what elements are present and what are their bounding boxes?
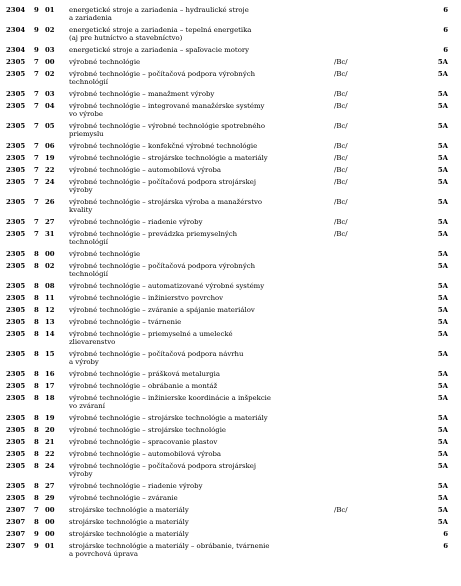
- field-subcode: 00: [45, 506, 55, 514]
- field-grade: 5A: [437, 382, 448, 390]
- field-description-line: výrobné technológie – spracovanie plastov: [69, 438, 218, 446]
- field-subcode: 24: [45, 178, 55, 186]
- field-description-line: energetické stroje a zariadenia – tepelná energetika: [69, 26, 252, 34]
- field-subcode: 04: [45, 102, 55, 110]
- field-level: 8: [34, 414, 39, 422]
- field-level: 7: [34, 198, 39, 206]
- field-level: 9: [34, 26, 39, 34]
- field-description-line: a výroby: [69, 358, 99, 366]
- field-description-line: výrobné technológie – manažment výroby: [69, 90, 215, 98]
- field-level: 9: [34, 530, 39, 538]
- field-description: [69, 394, 331, 410]
- field-code: 2305: [6, 178, 26, 186]
- field-grade: 5A: [437, 306, 448, 314]
- field-code: 2307: [6, 506, 26, 514]
- field-subcode: 17: [45, 382, 55, 390]
- field-grade: 5A: [437, 198, 448, 206]
- field-subcode: 15: [45, 350, 55, 358]
- field-grade: 5A: [437, 438, 448, 446]
- field-description-line: výrobné technológie – počítačová podpora návrhu: [69, 350, 244, 358]
- field-grade: 5A: [437, 462, 448, 470]
- field-level: 7: [34, 166, 39, 174]
- field-level: 7: [34, 154, 39, 162]
- field-description: [69, 518, 331, 526]
- field-level: 7: [34, 142, 39, 150]
- field-description: [69, 26, 331, 42]
- field-grade: 5A: [437, 142, 448, 150]
- field-subcode: 06: [45, 142, 55, 150]
- field-subcode: 02: [45, 262, 55, 270]
- field-subcode: 03: [45, 90, 55, 98]
- field-code: 2305: [6, 58, 26, 66]
- field-description: [69, 154, 331, 162]
- field-code: 2305: [6, 102, 26, 110]
- field-grade: 5A: [437, 90, 448, 98]
- field-description: [69, 58, 331, 66]
- field-description: [69, 230, 331, 246]
- field-code: 2305: [6, 370, 26, 378]
- field-code: 2305: [6, 426, 26, 434]
- field-subcode: 31: [45, 230, 55, 238]
- field-description-line: výrobné technológie: [69, 250, 141, 258]
- field-description-line: výroby: [69, 470, 93, 478]
- field-description: [69, 438, 331, 446]
- field-level: 8: [34, 262, 39, 270]
- field-form: /Bc/: [334, 198, 348, 206]
- field-level: 8: [34, 494, 39, 502]
- field-level: 7: [34, 230, 39, 238]
- field-description: [69, 482, 331, 490]
- field-description: [69, 90, 331, 98]
- field-code: 2305: [6, 166, 26, 174]
- field-grade: 5A: [437, 394, 448, 402]
- field-form: /Bc/: [334, 122, 348, 130]
- field-description-line: výroby: [69, 186, 93, 194]
- field-description: [69, 262, 331, 278]
- field-subcode: 22: [45, 450, 55, 458]
- field-subcode: 00: [45, 58, 55, 66]
- field-code: 2305: [6, 122, 26, 130]
- field-level: 8: [34, 330, 39, 338]
- field-grade: 6: [443, 6, 448, 14]
- field-code: 2307: [6, 542, 26, 550]
- field-description: [69, 350, 331, 366]
- field-form: /Bc/: [334, 142, 348, 150]
- field-code: 2304: [6, 26, 26, 34]
- field-level: 8: [34, 282, 39, 290]
- field-grade: 5A: [437, 102, 448, 110]
- field-form: /Bc/: [334, 70, 348, 78]
- field-grade: 5A: [437, 262, 448, 270]
- field-grade: 5A: [437, 58, 448, 66]
- field-grade: 5A: [437, 154, 448, 162]
- field-description-line: a zariadenia: [69, 14, 112, 22]
- field-description-line: výrobné technológie – tvárnenie: [69, 318, 182, 326]
- field-level: 8: [34, 294, 39, 302]
- field-description-line: výrobné technológie – konfekčné výrobné technológie: [69, 142, 258, 150]
- field-description-line: výrobné technológie – automobilová výroba: [69, 450, 221, 458]
- field-description-line: a povrchová úprava: [69, 550, 138, 558]
- field-grade: 5A: [437, 330, 448, 338]
- field-code: 2305: [6, 494, 26, 502]
- field-grade: 5A: [437, 426, 448, 434]
- field-description-line: technológií: [69, 238, 108, 246]
- field-code: 2305: [6, 142, 26, 150]
- field-description: [69, 530, 331, 538]
- field-subcode: 26: [45, 198, 55, 206]
- field-subcode: 02: [45, 26, 55, 34]
- field-subcode: 01: [45, 6, 55, 14]
- field-description-line: výrobné technológie – počítačová podpora strojárskej: [69, 178, 256, 186]
- field-form: /Bc/: [334, 102, 348, 110]
- field-subcode: 21: [45, 438, 55, 446]
- field-level: 8: [34, 426, 39, 434]
- field-description: [69, 330, 331, 346]
- field-grade: 6: [443, 542, 448, 550]
- field-description-line: výrobné technológie – strojárske technológie a materiály: [69, 414, 268, 422]
- field-description-line: výrobné technológie – prevádzka priemyselných: [69, 230, 238, 238]
- field-description-line: výrobné technológie – automobilová výroba: [69, 166, 221, 174]
- field-grade: 5A: [437, 282, 448, 290]
- field-grade: 6: [443, 530, 448, 538]
- field-description-line: výrobné technológie – integrované manažérske systémy: [69, 102, 265, 110]
- field-description: [69, 178, 331, 194]
- field-description-line: výrobné technológie – obrábanie a montáž: [69, 382, 218, 390]
- field-code: 2305: [6, 294, 26, 302]
- field-subcode: 14: [45, 330, 55, 338]
- field-description-line: priemyslu: [69, 130, 104, 138]
- field-description: [69, 426, 331, 434]
- field-form: /Bc/: [334, 166, 348, 174]
- field-level: 8: [34, 438, 39, 446]
- field-subcode: 13: [45, 318, 55, 326]
- field-level: 9: [34, 542, 39, 550]
- field-description: [69, 462, 331, 478]
- field-subcode: 19: [45, 154, 55, 162]
- field-grade: 5A: [437, 414, 448, 422]
- field-code: 2305: [6, 414, 26, 422]
- field-subcode: 24: [45, 462, 55, 470]
- field-grade: 5A: [437, 450, 448, 458]
- field-grade: 5A: [437, 218, 448, 226]
- field-form: /Bc/: [334, 506, 348, 514]
- field-grade: 5A: [437, 518, 448, 526]
- field-grade: 5A: [437, 294, 448, 302]
- field-description-line: energetické stroje a zariadenia – hydraulické stroje: [69, 6, 249, 14]
- field-subcode: 05: [45, 122, 55, 130]
- field-grade: 5A: [437, 318, 448, 326]
- field-description: [69, 450, 331, 458]
- field-code: 2305: [6, 198, 26, 206]
- field-description-line: výrobné technológie – inžinierstvo povrchov: [69, 294, 224, 302]
- field-description-line: výrobné technológie – výrobné technológie spotrebného: [69, 122, 266, 130]
- field-description-line: výrobné technológie – prášková metalurgia: [69, 370, 220, 378]
- field-subcode: 18: [45, 394, 55, 402]
- field-code: 2305: [6, 262, 26, 270]
- field-description-line: výrobné technológie – automatizované výrobné systémy: [69, 282, 265, 290]
- field-description: [69, 370, 331, 378]
- field-code: 2307: [6, 530, 26, 538]
- field-subcode: 16: [45, 370, 55, 378]
- field-description: [69, 306, 331, 314]
- field-description: [69, 318, 331, 326]
- field-level: 7: [34, 506, 39, 514]
- field-description-line: výrobné technológie – počítačová podpora výrobných: [69, 70, 256, 78]
- field-description-line: kvality: [69, 206, 93, 214]
- field-description: [69, 414, 331, 422]
- field-description: [69, 282, 331, 290]
- field-description-line: energetické stroje a zariadenia – spaľovacie motory: [69, 46, 250, 54]
- field-grade: 5A: [437, 178, 448, 186]
- field-description-line: strojárske technológie a materiály: [69, 518, 189, 526]
- field-subcode: 03: [45, 46, 55, 54]
- field-description-line: výrobné technológie – riadenie výroby: [69, 482, 203, 490]
- field-level: 7: [34, 218, 39, 226]
- field-grade: 5A: [437, 230, 448, 238]
- field-description-line: výrobné technológie – priemyselné a umelecké: [69, 330, 233, 338]
- field-level: 8: [34, 382, 39, 390]
- field-subcode: 00: [45, 518, 55, 526]
- field-level: 8: [34, 482, 39, 490]
- field-description: [69, 494, 331, 502]
- field-code: 2305: [6, 450, 26, 458]
- field-grade: 5A: [437, 350, 448, 358]
- field-level: 9: [34, 46, 39, 54]
- field-level: 8: [34, 394, 39, 402]
- field-code: 2305: [6, 482, 26, 490]
- field-subcode: 27: [45, 482, 55, 490]
- field-description-line: strojárske technológie a materiály – obrábanie, tvárnenie: [69, 542, 270, 550]
- field-grade: 5A: [437, 494, 448, 502]
- field-code: 2307: [6, 518, 26, 526]
- field-subcode: 11: [45, 294, 55, 302]
- field-code: 2305: [6, 394, 26, 402]
- field-level: 9: [34, 6, 39, 14]
- field-form: /Bc/: [334, 90, 348, 98]
- field-description-line: vo výrobe: [69, 110, 103, 118]
- field-description-line: výrobné technológie – strojárske technológie: [69, 426, 226, 434]
- field-level: 8: [34, 518, 39, 526]
- field-level: 7: [34, 70, 39, 78]
- field-description-line: výrobné technológie – zváranie: [69, 494, 178, 502]
- field-description: [69, 542, 331, 558]
- field-subcode: 12: [45, 306, 55, 314]
- field-description-line: technológií: [69, 270, 108, 278]
- field-form: /Bc/: [334, 218, 348, 226]
- field-grade: 6: [443, 46, 448, 54]
- field-form: /Bc/: [334, 58, 348, 66]
- field-grade: 5A: [437, 166, 448, 174]
- field-description: [69, 198, 331, 214]
- field-code: 2305: [6, 350, 26, 358]
- field-code: 2305: [6, 218, 26, 226]
- field-description: [69, 294, 331, 302]
- field-subcode: 00: [45, 250, 55, 258]
- field-subcode: 27: [45, 218, 55, 226]
- field-grade: 5A: [437, 70, 448, 78]
- field-description-line: výrobné technológie – počítačová podpora výrobných: [69, 262, 256, 270]
- field-subcode: 02: [45, 70, 55, 78]
- field-level: 7: [34, 90, 39, 98]
- field-description-line: strojárske technológie a materiály: [69, 530, 189, 538]
- field-code: 2305: [6, 306, 26, 314]
- field-code: 2305: [6, 330, 26, 338]
- field-form: /Bc/: [334, 154, 348, 162]
- field-subcode: 00: [45, 530, 55, 538]
- field-description-line: výrobné technológie – zváranie a spájanie materiálov: [69, 306, 255, 314]
- field-level: 8: [34, 350, 39, 358]
- field-code: 2305: [6, 250, 26, 258]
- field-level: 8: [34, 318, 39, 326]
- field-grade: 5A: [437, 482, 448, 490]
- field-description-line: strojárske technológie a materiály: [69, 506, 189, 514]
- field-description-line: technológií: [69, 78, 108, 86]
- field-level: 8: [34, 462, 39, 470]
- field-subcode: 22: [45, 166, 55, 174]
- field-code: 2305: [6, 462, 26, 470]
- field-code: 2305: [6, 154, 26, 162]
- field-description: [69, 250, 331, 258]
- field-level: 7: [34, 102, 39, 110]
- field-code: 2305: [6, 282, 26, 290]
- field-description-line: výrobné technológie – inžinierske koordinácie a inšpekcie: [69, 394, 271, 402]
- field-description: [69, 46, 331, 54]
- field-description-line: výrobné technológie – riadenie výroby: [69, 218, 203, 226]
- field-code: 2305: [6, 70, 26, 78]
- field-level: 7: [34, 122, 39, 130]
- field-description: [69, 166, 331, 174]
- field-grade: 5A: [437, 122, 448, 130]
- field-description: [69, 506, 331, 514]
- field-level: 7: [34, 178, 39, 186]
- field-description: [69, 382, 331, 390]
- field-code: 2305: [6, 230, 26, 238]
- field-level: 8: [34, 306, 39, 314]
- field-description: [69, 6, 331, 22]
- field-grade: 5A: [437, 506, 448, 514]
- field-code: 2304: [6, 6, 26, 14]
- field-subcode: 08: [45, 282, 55, 290]
- field-code: 2305: [6, 382, 26, 390]
- field-description-line: zlievarenstvo: [69, 338, 116, 346]
- field-description: [69, 218, 331, 226]
- field-description-line: vo zváraní: [69, 402, 105, 410]
- field-subcode: 19: [45, 414, 55, 422]
- field-description-line: (aj pre hutníctvo a stavebníctvo): [69, 34, 183, 42]
- field-description: [69, 122, 331, 138]
- field-subcode: 29: [45, 494, 55, 502]
- field-level: 8: [34, 370, 39, 378]
- field-code: 2305: [6, 438, 26, 446]
- field-subcode: 01: [45, 542, 55, 550]
- field-description-line: výrobné technológie – počítačová podpora strojárskej: [69, 462, 256, 470]
- field-grade: 5A: [437, 250, 448, 258]
- field-form: /Bc/: [334, 178, 348, 186]
- field-grade: 5A: [437, 370, 448, 378]
- field-code: 2305: [6, 318, 26, 326]
- field-description: [69, 142, 331, 150]
- field-level: 8: [34, 250, 39, 258]
- field-description: [69, 70, 331, 86]
- field-subcode: 20: [45, 426, 55, 434]
- field-description-line: výrobné technológie: [69, 58, 141, 66]
- field-description: [69, 102, 331, 118]
- field-description-line: výrobné technológie – strojárska výroba a manažérstvo: [69, 198, 263, 206]
- field-level: 8: [34, 450, 39, 458]
- field-level: 7: [34, 58, 39, 66]
- field-description-line: výrobné technológie – strojárske technológie a materiály: [69, 154, 268, 162]
- field-code: 2304: [6, 46, 26, 54]
- field-form: /Bc/: [334, 230, 348, 238]
- field-code: 2305: [6, 90, 26, 98]
- field-grade: 6: [443, 26, 448, 34]
